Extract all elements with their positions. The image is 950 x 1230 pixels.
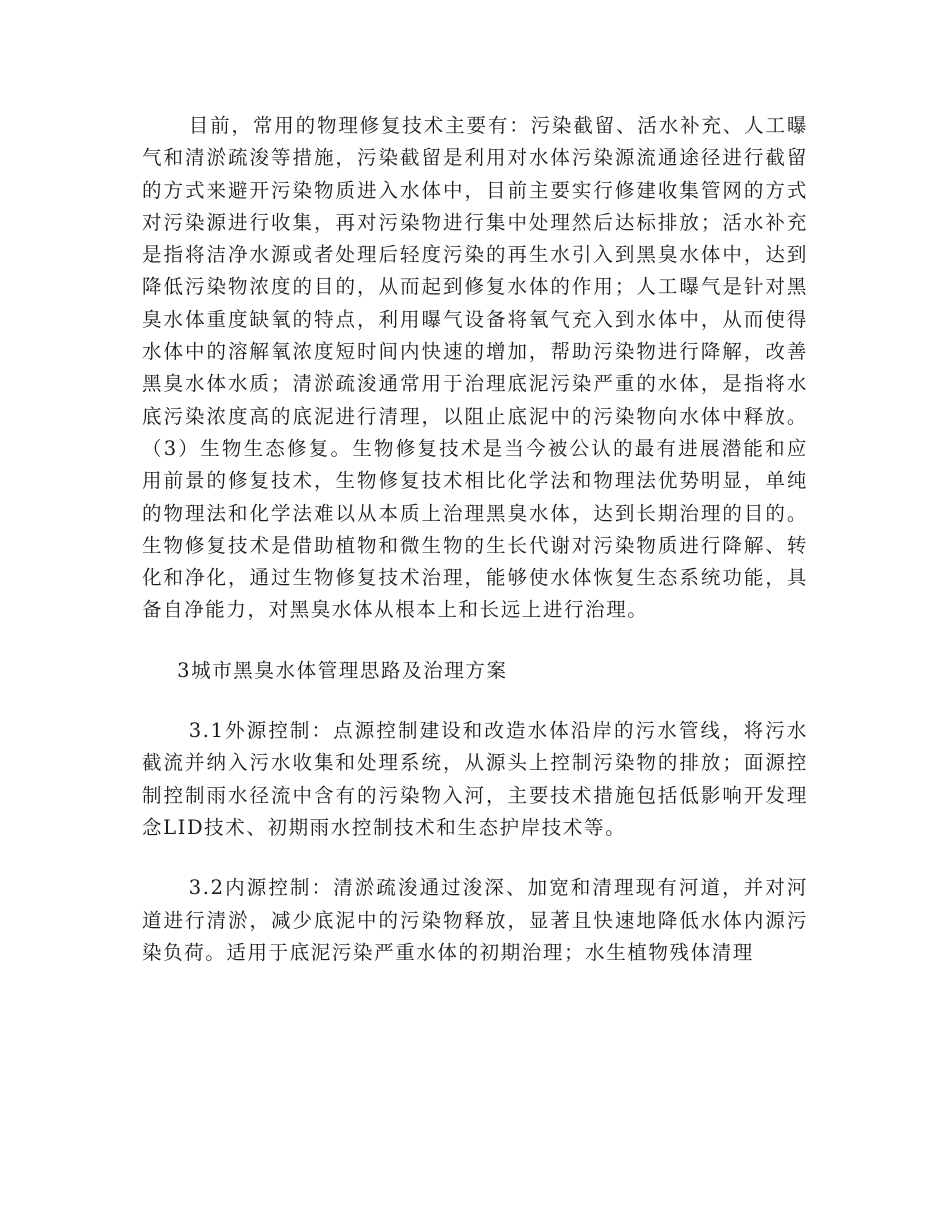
section-heading: 3城市黑臭水体管理思路及治理方案 — [177, 658, 508, 682]
paragraph-external-source-control: 3.1外源控制：点源控制建设和改造水体沿岸的污水管线，将污水截流并纳入污水收集和处理系统，从源头上控制污染物的排放；面源控制控制雨水径流中含有的污染物入河，主要技术措施包括低影响开发理念LID技术、初期雨水控制技术和生态护岸技术等。 — [142, 719, 808, 839]
paragraph-physical-remediation: 目前，常用的物理修复技术主要有：污染截留、活水补充、人工曝气和清淤疏浚等措施，污染截留是利用对水体污染源流通途径进行截留的方式来避开污染物质进入水体中，目前主要实行修建收集管网的方式对污染源进行收集，再对污染物进行集中处理然后达标排放；活水补充是指将洁净水源或者处理后轻度污染的再生水引入到黑臭水体中，达到降低污染物浓度的目的，从而起到修复水体的作用；人工曝气是针对黑臭水体重度缺氧的特点，利用曝气设备将氧气充入到水体中，从而使得水体中的溶解氧浓度短时间内快速的增加，帮助污染物进行降解，改善黑臭水体水质；清淤疏浚通常用于治理底泥污染严重的水体，是指将水底污染浓度高的底泥进行清理，以阻止底泥中的污染物向水体中释放。（3）生物生态修复。生物修复技术是当今被公认的最有进展潜能和应用前景的修复技术，生物修复技术相比化学法和物理法优势明显，单纯的物理法和化学法难以从本质上治理黑臭水体，达到长期治理的目的。生物修复技术是借助植物和微生物的生长代谢对污染物质进行降解、转化和净化，通过生物修复技术治理，能够使水体恢复生态系统功能，具备自净能力，对黑臭水体从根本上和长远上进行治理。 — [142, 114, 808, 622]
paragraph-internal-source-control: 3.2内源控制：清淤疏浚通过浚深、加宽和清理现有河道，并对河道进行清淤，减少底泥中的污染物释放，显著且快速地降低水体内源污染负荷。适用于底泥污染严重水体的初期治理；水生植物残体清理 — [142, 876, 808, 964]
document-body — [142, 110, 808, 969]
